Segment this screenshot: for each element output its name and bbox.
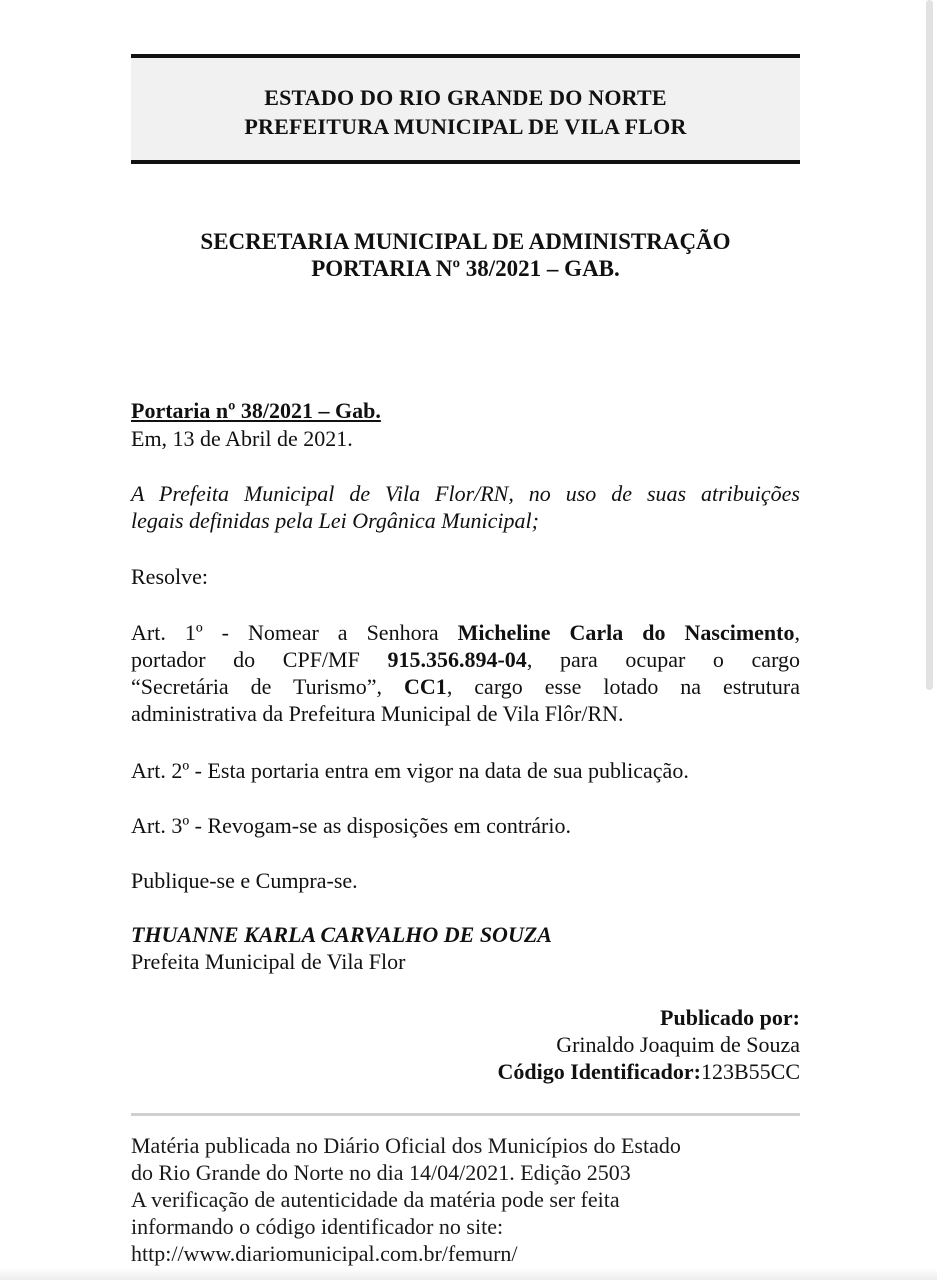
article-1-line-1	[131, 619, 800, 646]
bottom-edge-shadow	[0, 1268, 937, 1280]
verification-url[interactable]: http://www.diariomunicipal.com.br/femurn/	[131, 1241, 518, 1266]
position-title: “Secretária de Turismo”,	[131, 674, 405, 699]
identifier-code: 123B55CC	[700, 1059, 800, 1084]
secretariat-title: SECRETARIA MUNICIPAL DE ADMINISTRAÇÃO	[200, 229, 731, 254]
publication-footer	[131, 1132, 800, 1267]
footer-divider	[131, 1113, 800, 1116]
cpf-number: 915.356.894-04	[387, 647, 527, 672]
published-by-label: Publicado por:	[660, 1005, 800, 1030]
closing-formula: Publique-se e Cumpra-se.	[131, 868, 358, 893]
identifier-code-line	[131, 1058, 800, 1085]
municipality-name: PREFEITURA MUNICIPAL DE VILA FLOR	[244, 114, 687, 139]
ordinance-reference: Portaria nº 38/2021 – Gab.	[131, 398, 381, 423]
signer-title: Prefeita Municipal de Vila Flor	[131, 949, 406, 974]
article-1	[131, 619, 800, 727]
publisher-name: Grinaldo Joaquim de Souza	[556, 1032, 800, 1057]
signer-name: THUANNE KARLA CARVALHO DE SOUZA	[131, 922, 552, 947]
article-3: Art. 3º - Revogam-se as disposições em contrário.	[131, 813, 571, 838]
state-name: ESTADO DO RIO GRANDE DO NORTE	[264, 85, 667, 110]
ordinance-title: PORTARIA Nº 38/2021 – GAB.	[311, 256, 620, 281]
identifier-code-label: Código Identificador:	[497, 1059, 701, 1084]
footer-line-4: informando o código identificador no site:	[131, 1214, 504, 1239]
article-1-line-3	[131, 673, 800, 700]
footer-line-2: do Rio Grande do Norte no dia 14/04/2021. Edição 2503	[131, 1160, 631, 1185]
article-1-prefix: Art. 1º - Nomear a Senhora	[131, 620, 458, 645]
preamble-line-2: legais definidas pela Lei Orgânica Municipal;	[131, 508, 539, 533]
article-1-comma: ,	[794, 620, 800, 645]
ordinance-heading	[131, 397, 800, 424]
document-header	[131, 54, 800, 164]
preamble-line-1: A Prefeita Municipal de Vila Flor/RN, no uso de suas atribuições	[131, 481, 800, 506]
resolve-label: Resolve:	[131, 564, 208, 589]
article-1-line-2-rest: , para ocupar o cargo	[526, 647, 800, 672]
footer-line-1: Matéria publicada no Diário Oficial dos Municípios do Estado	[131, 1133, 681, 1158]
article-1-line-2	[131, 646, 800, 673]
appointee-name: Micheline Carla do Nascimento	[457, 620, 795, 645]
position-code: CC1	[404, 674, 447, 699]
footer-line-3: A verificação de autenticidade da matéria pode ser feita	[131, 1187, 620, 1212]
date-line: Em, 13 de Abril de 2021.	[131, 426, 353, 451]
article-1-line-3-rest: , cargo esse lotado na estrutura	[446, 674, 800, 699]
vertical-scrollbar[interactable]	[926, 0, 933, 690]
article-1-cpf-label: portador do CPF/MF	[131, 647, 388, 672]
article-2: Art. 2º - Esta portaria entra em vigor na data de sua publicação.	[131, 758, 689, 783]
article-1-line-4: administrativa da Prefeitura Municipal de Vila Flôr/RN.	[131, 701, 624, 726]
preamble	[131, 480, 800, 534]
